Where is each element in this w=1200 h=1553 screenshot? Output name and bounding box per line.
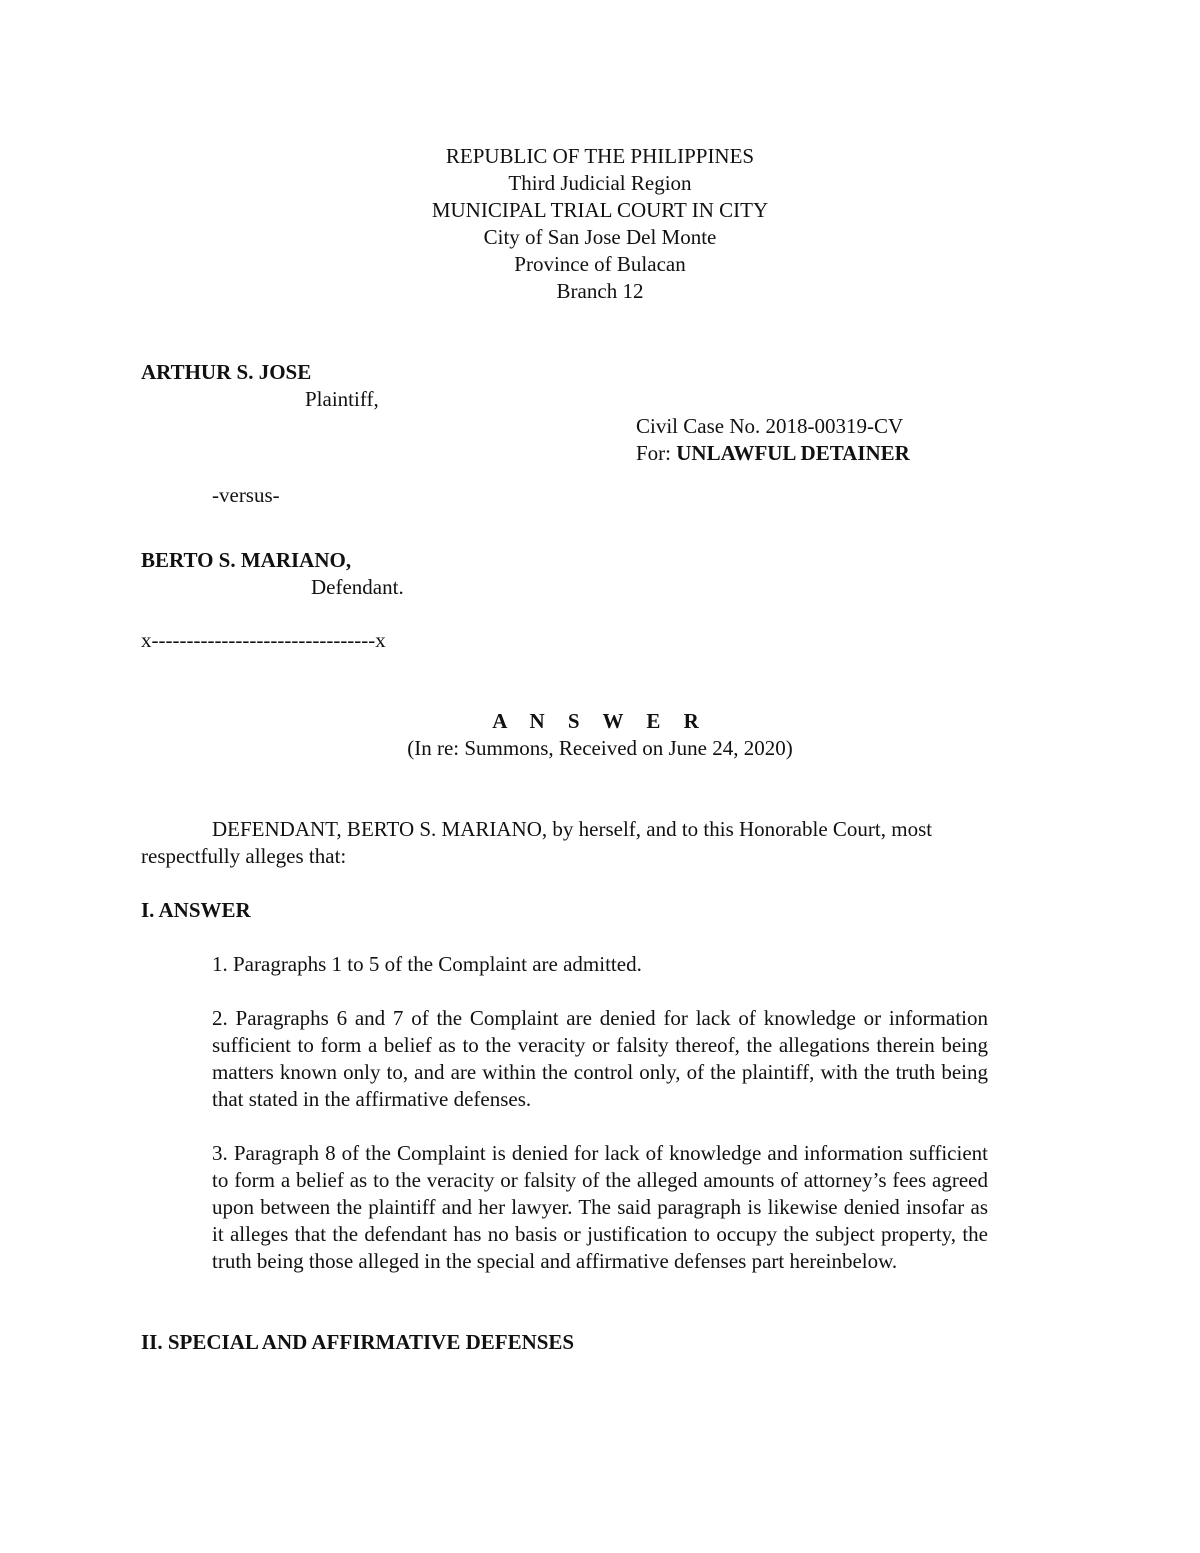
header-republic: REPUBLIC OF THE PHILIPPINES — [445, 144, 755, 168]
header-region: Third Judicial Region — [508, 171, 692, 195]
case-nature-value: UNLAWFUL DETAINER — [676, 441, 910, 465]
answer-subheading: (In re: Summons, Received on June 24, 2020) — [407, 736, 793, 760]
answer-heading: A N S W E R — [492, 709, 708, 733]
plaintiff-name: ARTHUR S. JOSE — [141, 360, 312, 384]
case-nature-label: For: — [636, 441, 677, 465]
header-province: Province of Bulacan — [514, 252, 686, 276]
header-court: MUNICIPAL TRIAL COURT IN CITY — [431, 198, 769, 222]
answer-paragraph-2: 2. Paragraphs 6 and 7 of the Complaint are denied for lack of knowledge or information sufficient to form a belief as to the veracity or falsity thereof, the allegations therein being matters known only to, and are within the control only, of the plaintiff, with the truth being that stated in the affirmative defenses. — [212, 1006, 988, 1111]
answer-paragraph-1: 1. Paragraphs 1 to 5 of the Complaint are admitted. — [212, 952, 642, 976]
caption-separator: x--------------------------------x — [141, 628, 386, 652]
plaintiff-role: Plaintiff, — [305, 387, 379, 411]
intro-line-1: DEFENDANT, BERTO S. MARIANO, by herself, and to this Honorable Court, most — [212, 817, 933, 841]
answer-paragraph-3: 3. Paragraph 8 of the Complaint is denied for lack of knowledge and information sufficient to form a belief as to the veracity or falsity of the alleged amounts of attorney’s fees agreed upon between the plaintiff and her lawyer. The said paragraph is likewise denied insofar as it alleges that the defendant has no basis or justification to occupy the subject property, the truth being those alleged in the special and affirmative defenses part hereinbelow. — [212, 1141, 988, 1273]
header-city: City of San Jose Del Monte — [483, 225, 717, 249]
intro-line-2: respectfully alleges that: — [141, 844, 347, 868]
case-number: Civil Case No. 2018-00319-CV — [636, 414, 904, 438]
pleading-title — [0, 708, 1200, 762]
section-2-heading: II. SPECIAL AND AFFIRMATIVE DEFENSES — [141, 1330, 575, 1354]
defendant-name: BERTO S. MARIANO, — [141, 548, 352, 572]
versus-label: -versus- — [212, 483, 280, 507]
header-branch: Branch 12 — [556, 279, 644, 303]
section-1-heading: I. ANSWER — [141, 898, 251, 922]
defendant-role: Defendant. — [311, 575, 404, 599]
case-nature — [636, 440, 910, 467]
court-header — [0, 143, 1200, 305]
